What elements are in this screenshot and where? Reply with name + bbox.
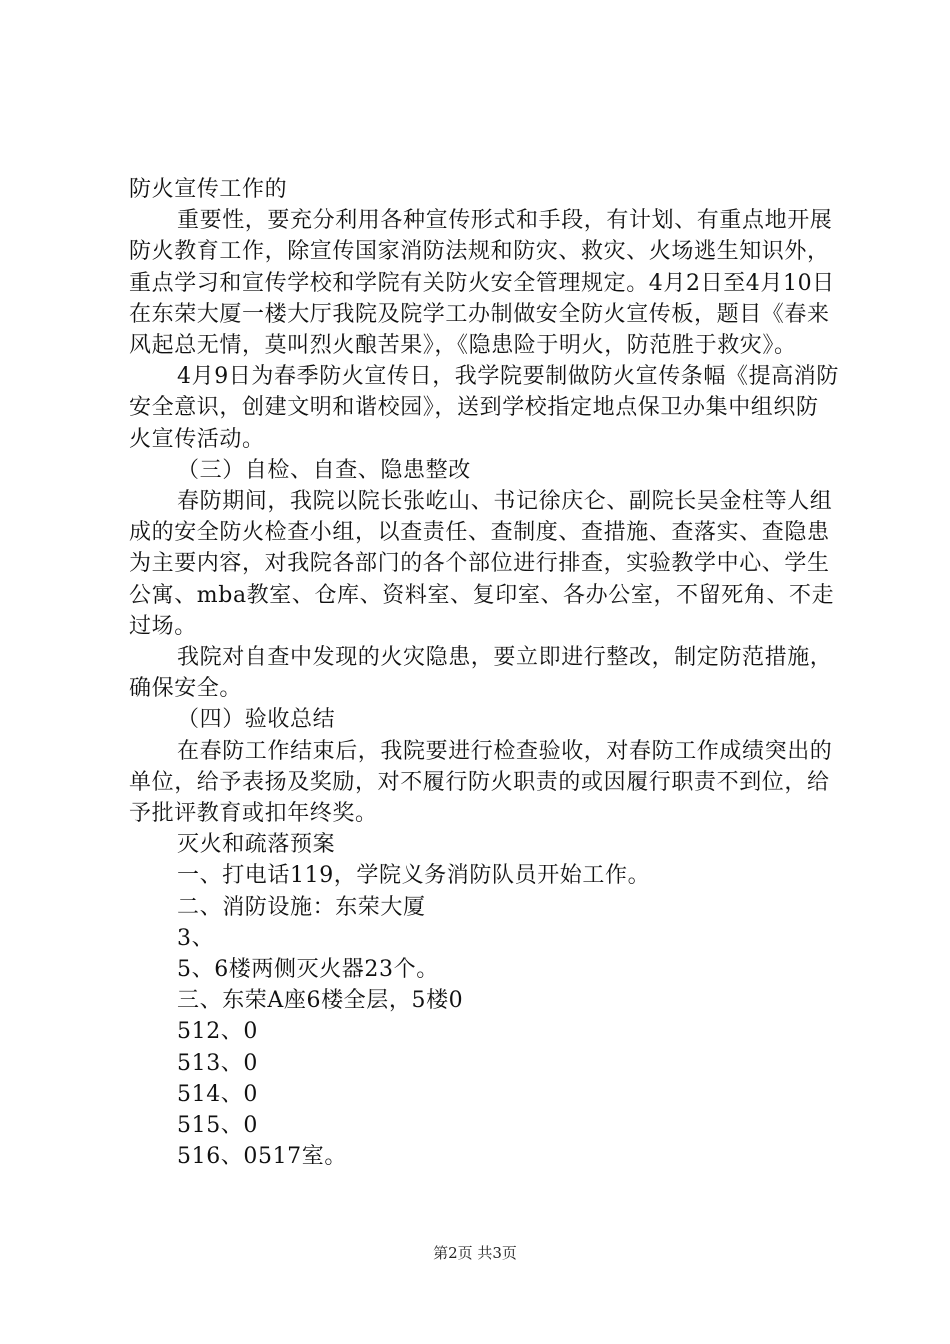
paragraph: 三、东荣A座6楼全层，5楼0 [177, 988, 464, 1014]
paragraph: 春防期间，我院以院长张屹山、书记徐庆仑、副院长吴金柱等人组成的安全防火检查小组，以查责任、查制度、查措施、查落实、查隐患为主要内容，对我院各部门的各个部位进行排查，实验教学中心、学生公寓、mba教室、仓库、资料室、复印室、各办公室，不留死角、不走过场。 [129, 489, 835, 639]
paragraph: 516、0517室。 [177, 1144, 347, 1170]
paragraph: 4月9日为春季防火宣传日，我学院要制做防火宣传条幅《提高消防安全意识，创建文明和谐校园》，送到学校指定地点保卫办集中组织防火宣传活动。 [129, 364, 839, 452]
paragraph: 3、 [177, 925, 215, 951]
paragraph: 515、0 [177, 1113, 258, 1139]
paragraph: 灭火和疏落预案 [177, 832, 336, 858]
paragraph: 512、0 [177, 1019, 258, 1045]
paragraph: 二、消防设施：东荣大厦 [177, 894, 426, 920]
paragraph: 514、0 [177, 1081, 258, 1107]
paragraph: 在春防工作结束后，我院要进行检查验收，对春防工作成绩突出的单位，给予表扬及奖励，对不履行防火职责的或因履行职责不到位，给予批评教育或扣年终奖。 [129, 738, 833, 827]
page-footer: 第2页 共3页 [433, 1244, 517, 1262]
paragraph: 5、6楼两侧灭火器23个。 [177, 957, 439, 983]
paragraph: 防火宣传工作的 [129, 177, 288, 202]
paragraph: （三）自检、自查、隐患整改 [177, 457, 471, 483]
paragraph: 513、0 [177, 1050, 258, 1076]
paragraph: 重要性，要充分利用各种宣传形式和手段，有计划、有重点地开展防火教育工作，除宣传国家消防法规和防灾、救灾、火场逃生知识外，重点学习和宣传学校和学院有关防火安全管理规定。4月2日至4月10日在东荣大厦一楼大厅我院及院学工办制做安全防火宣传板，题目《春来风起总无情，莫叫烈火酿苦果》，《隐患险于明火，防范胜于救灾》。 [129, 208, 835, 359]
document-body [129, 174, 841, 1173]
paragraph: 一、打电话119，学院义务消防队员开始工作。 [177, 863, 651, 889]
paragraph: 我院对自查中发现的火灾隐患，要立即进行整改，制定防范措施，确保安全。 [129, 645, 833, 702]
paragraph: （四）验收总结 [177, 707, 336, 733]
